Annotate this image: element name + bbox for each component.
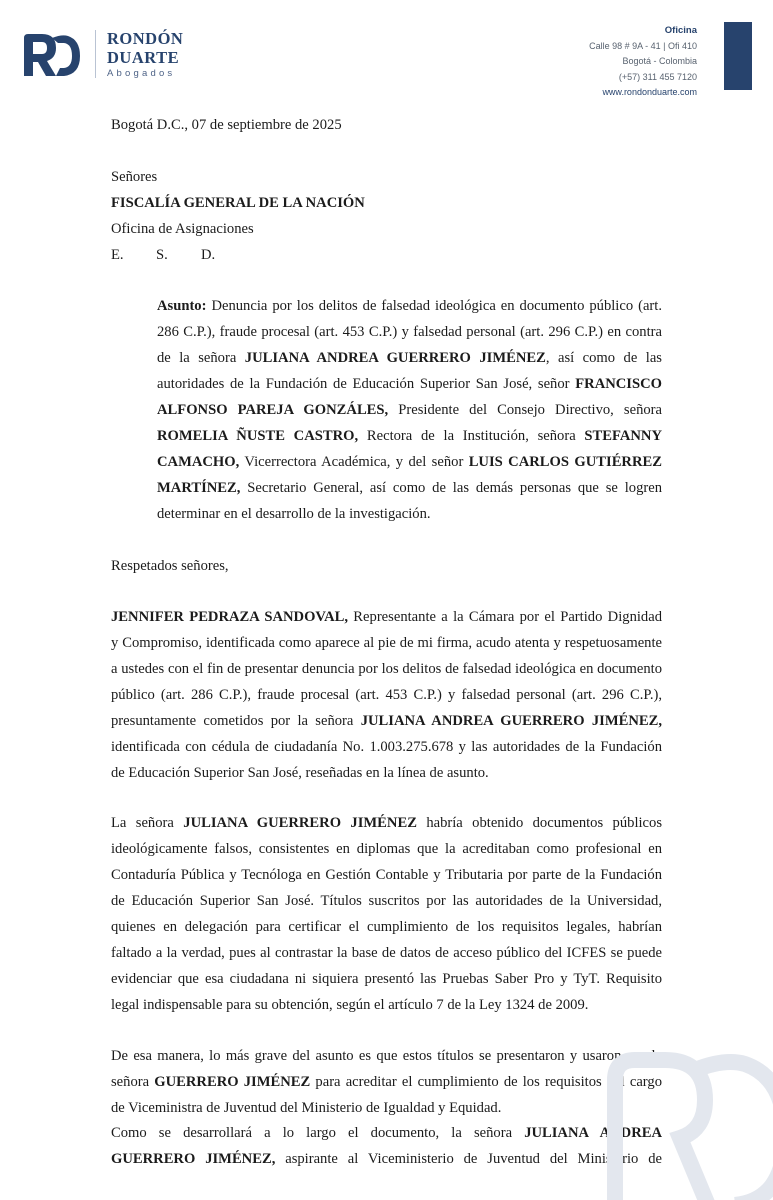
text-run: habría obtenido documentos públicos xyxy=(416,815,663,831)
bold-text: JULIANA ANDREA GUERRERO JIMÉNEZ, xyxy=(360,713,662,729)
asunto-line xyxy=(157,371,662,397)
paragraph2-line xyxy=(111,888,662,914)
text-run: a ustedes con el fin de presentar denuncia por los delitos de falsedad ideológica en documento xyxy=(111,661,662,677)
brand-name xyxy=(107,29,183,79)
text-run: La señora xyxy=(111,815,184,831)
text-run: Secretario General, así como de las demás personas que se logren xyxy=(240,480,662,496)
paragraph2-line xyxy=(111,940,662,966)
asunto-line xyxy=(157,345,662,371)
text-run: Presidente del Consejo Directivo, señora xyxy=(388,402,663,418)
esd-s: S. xyxy=(156,247,168,263)
text-run: público (art. 286 C.P.), fraude procesal (art. 453 C.P.) y falsedad personal (art. 296 C.P.), xyxy=(111,687,662,703)
logo-divider xyxy=(95,30,96,78)
text-run: autoridades de la Fundación de Educación Superior San José, señor xyxy=(157,376,576,392)
asunto-line xyxy=(157,449,662,475)
text-run: Denuncia por los delitos de falsedad ideológica en documento público (art. xyxy=(206,298,662,314)
text-run: quienes en delegación para certificar el cumplimiento de los requisitos legales, habrían xyxy=(111,919,662,935)
office-title: Oficina xyxy=(664,25,697,36)
paragraph1-line xyxy=(111,760,662,786)
office-contact xyxy=(589,23,697,101)
text-run: aspirante al Viceministerio de Juventud del Ministerio de xyxy=(275,1151,662,1167)
salutation: Señores xyxy=(111,169,158,185)
bold-text: STEFANNY xyxy=(584,428,662,444)
asunto-line xyxy=(157,423,662,449)
paragraph2-line xyxy=(111,966,662,992)
bold-text: JULIANA ANDREA GUERRERO JIMÉNEZ xyxy=(244,350,546,366)
bold-text: FRANCISCO xyxy=(575,376,662,392)
paragraph2-line xyxy=(111,810,662,836)
greeting: Respetados señores, xyxy=(111,558,229,574)
paragraph3-line xyxy=(111,1095,662,1121)
bold-text: ROMELIA ÑUSTE CASTRO, xyxy=(157,428,359,444)
brand-subtitle: Abogados xyxy=(107,68,176,79)
paragraph1-line xyxy=(111,682,662,708)
bold-text: ALFONSO PAREJA GONZÁLES, xyxy=(157,402,389,418)
bold-text: CAMACHO, xyxy=(157,454,240,470)
text-run: legal indispensable para su obtención, según el artículo 7 de la Ley 1324 de 2009. xyxy=(111,997,589,1013)
bold-text: MARTÍNEZ, xyxy=(157,480,241,496)
bold-text: JENNIFER PEDRAZA SANDOVAL, xyxy=(111,609,348,625)
brand-line-1: RONDÓN xyxy=(107,29,184,48)
paragraph-2 xyxy=(111,810,662,1018)
text-run: determinar en el desarrollo de la investigación. xyxy=(157,506,431,522)
bold-text: JULIANA ANDREA xyxy=(524,1125,662,1141)
text-run: señora xyxy=(111,1074,155,1090)
office-address: Calle 98 # 9A - 41 | Ofi 410 xyxy=(589,40,697,51)
bold-text: GUERRERO JIMÉNEZ xyxy=(154,1074,311,1090)
asunto-line xyxy=(157,293,662,319)
text-run: Representante a la Cámara por el Partido Dignidad xyxy=(348,609,662,625)
text-run: ideológicamente falsos, consistentes en diplomas que la acreditaban como profesional en xyxy=(111,841,662,857)
text-run: De esa manera, lo más grave del asunto es que estos títulos se presentaron y usaron por la xyxy=(111,1048,662,1064)
subject-block xyxy=(157,293,662,527)
text-run: de la señora xyxy=(157,350,245,366)
esd-e: E. xyxy=(111,247,124,263)
text-run: identificada con cédula de ciudadanía No. 1.003.275.678 y las autoridades de la Fundación xyxy=(111,739,662,755)
paragraph-3 xyxy=(111,1043,662,1121)
text-run: presuntamente cometidos por la señora xyxy=(111,713,361,729)
paragraph4-line xyxy=(111,1146,662,1172)
text-run: Vicerrectora Académica, y del señor xyxy=(239,454,469,470)
logo-watermark xyxy=(595,1040,773,1200)
text-run: evidenciar que esa ciudadana ni siquiera presentó las Pruebas Saber Pro y TyT. Requisito xyxy=(111,971,662,987)
paragraph2-line xyxy=(111,836,662,862)
paragraph-1 xyxy=(111,604,662,786)
letterhead-accent-bar xyxy=(724,22,752,90)
text-run: 286 C.P.), fraude procesal (art. 453 C.P.) y falsedad personal (art. 296 C.P.) en contra xyxy=(157,324,662,340)
paragraph1-line xyxy=(111,734,662,760)
office-website: www.rondonduarte.com xyxy=(602,87,697,97)
paragraph3-line xyxy=(111,1069,662,1095)
asunto-line xyxy=(157,397,662,423)
text-run: Rectora de la Institución, señora xyxy=(358,428,585,444)
text-run: de Educación Superior San José. Títulos suscritos por las autoridades de la Universidad, xyxy=(111,893,662,909)
paragraph1-line xyxy=(111,708,662,734)
paragraph4-line xyxy=(111,1120,662,1146)
paragraph1-line xyxy=(111,630,662,656)
recipient-office: Oficina de Asignaciones xyxy=(111,221,254,237)
date-line: Bogotá D.C., 07 de septiembre de 2025 xyxy=(111,117,342,133)
brand-line-2: DUARTE xyxy=(107,48,180,67)
bold-text: GUERRERO JIMÉNEZ, xyxy=(111,1151,276,1167)
text-run: de Viceministra de Juventud del Ministerio de Igualdad y Equidad. xyxy=(111,1100,502,1116)
paragraph2-line xyxy=(111,914,662,940)
text-run: faltado a la verdad, pues al contrastar la base de datos de acceso público del ICFES se puede xyxy=(111,945,662,961)
office-city: Bogotá - Colombia xyxy=(622,56,697,66)
text-run: para acreditar el cumplimiento de los requisitos del cargo xyxy=(310,1074,662,1090)
text-run: , así como de las xyxy=(545,350,662,366)
paragraph2-line xyxy=(111,992,662,1018)
paragraph2-line xyxy=(111,862,662,888)
office-phone: (+57) 311 455 7120 xyxy=(618,71,697,82)
paragraph1-line xyxy=(111,656,662,682)
paragraph3-line xyxy=(111,1043,662,1069)
asunto-line xyxy=(157,475,662,501)
esd-d: D. xyxy=(201,247,216,263)
esd-line xyxy=(111,245,215,265)
bold-text: Asunto: xyxy=(157,298,207,314)
bold-text: JULIANA GUERRERO JIMÉNEZ xyxy=(183,815,417,831)
text-run: y Compromiso, identificada como aparece al pie de mi firma, acudo atenta y respetuosamente xyxy=(111,635,662,651)
bold-text: LUIS CARLOS GUTIÉRREZ xyxy=(468,454,662,470)
text-run: de Educación Superior San José, reseñadas en la línea de asunto. xyxy=(111,765,489,781)
asunto-line xyxy=(157,501,662,527)
rondon-duarte-logo xyxy=(22,30,82,78)
text-run: Como se desarrollará a lo largo el documento, la señora xyxy=(111,1125,525,1141)
recipient-organization: FISCALÍA GENERAL DE LA NACIÓN xyxy=(111,195,365,211)
paragraph-4 xyxy=(111,1120,662,1172)
paragraph1-line xyxy=(111,604,662,630)
asunto-line xyxy=(157,319,662,345)
text-run: Contaduría Pública y Tecnóloga en Gestión Contable y Tributaria por parte de la Fundación xyxy=(111,867,662,883)
